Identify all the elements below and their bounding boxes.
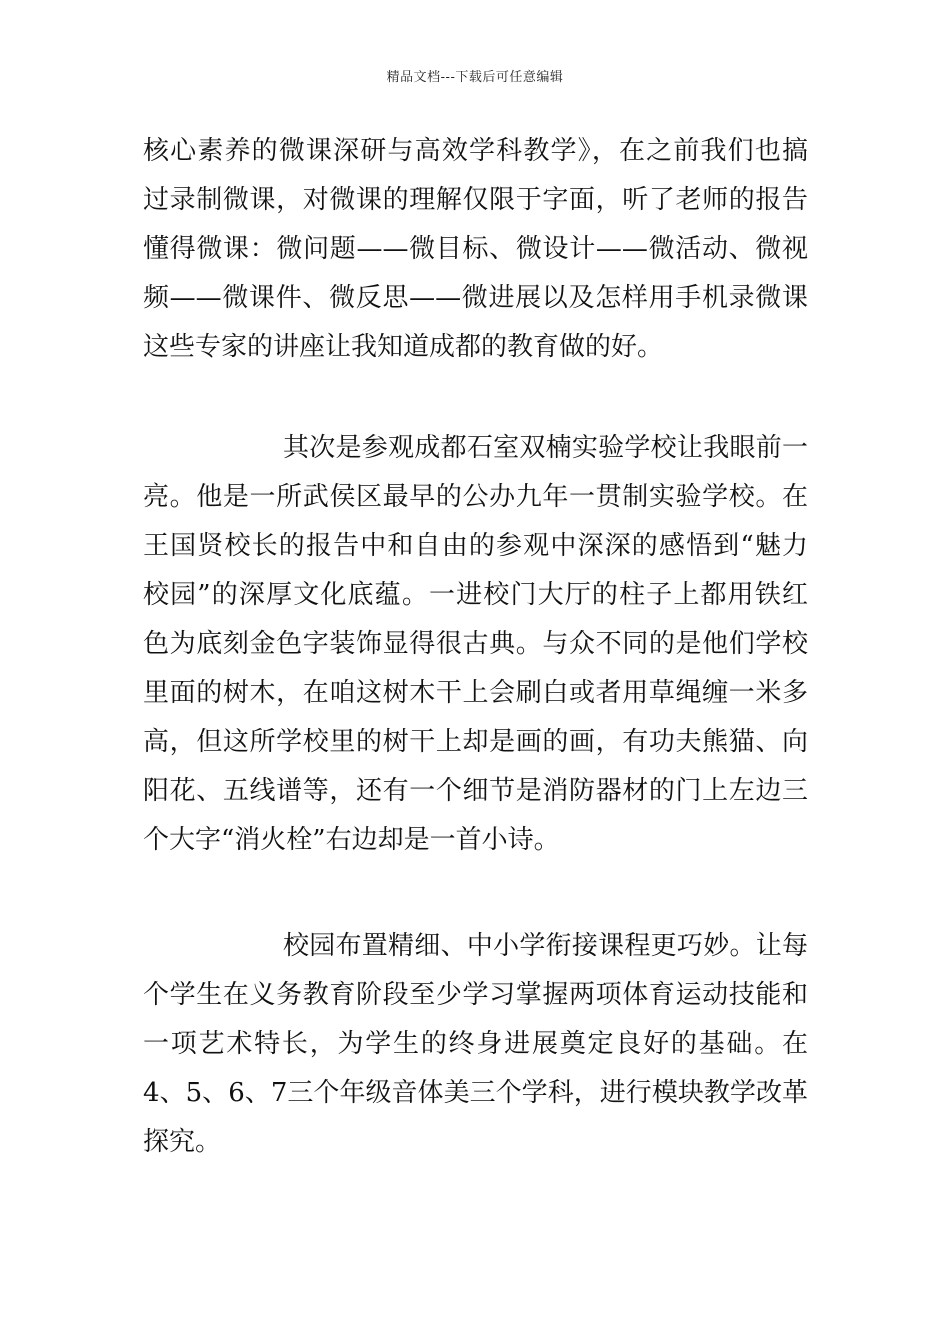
- text-line: 校园布置精细、中小学衔接课程更巧妙。让每: [283, 931, 808, 961]
- text-line: 亮。他是一所武侯区最早的公办九年一贯制实验学校。在: [143, 482, 808, 512]
- paragraph-3: [143, 922, 808, 1167]
- text-line: 个学生在义务教育阶段至少学习掌握两项体育运动技能和: [143, 980, 808, 1010]
- text-line: 高，但这所学校里的树干上却是画的画，有功夫熊猫、向: [143, 727, 808, 757]
- text-line: 过录制微课，对微课的理解仅限于字面，听了老师的报告: [143, 185, 808, 215]
- text-line: 懂得微课：微问题——微目标、微设计——微活动、微视: [143, 234, 808, 264]
- text-line: 这些专家的讲座让我知道成都的教育做的好。: [143, 332, 664, 362]
- page-header: 精品文档---下载后可任意编辑: [386, 70, 564, 85]
- text-line: 校园”的深厚文化底蕴。一进校门大厅的柱子上都用铁红: [143, 580, 808, 610]
- text-line: 核心素养的微课深研与高效学科教学》，在之前我们也搞: [143, 136, 808, 166]
- text-line: 个大字“消火栓”右边却是一首小诗。: [143, 825, 560, 855]
- text-line: 里面的树木，在咱这树木干上会刷白或者用草绳缠一米多: [143, 678, 808, 708]
- text-line: 4、5、6、7三个年级音体美三个学科，进行模块教学改革: [143, 1078, 808, 1108]
- text-line: 色为底刻金色字装饰显得很古典。与众不同的是他们学校: [143, 629, 808, 659]
- paragraph-1: [143, 127, 808, 372]
- text-line: 频——微课件、微反思——微进展以及怎样用手机录微课: [143, 283, 808, 313]
- paragraph-2: [143, 424, 808, 865]
- text-line: 王国贤校长的报告中和自由的参观中深深的感悟到“魅力: [143, 531, 808, 561]
- text-line: 阳花、五线谱等，还有一个细节是消防器材的门上左边三: [143, 776, 808, 806]
- text-line: 一项艺术特长，为学生的终身进展奠定良好的基础。在: [143, 1029, 808, 1059]
- text-line: 其次是参观成都石室双楠实验学校让我眼前一: [283, 433, 808, 463]
- text-line: 探究。: [143, 1127, 222, 1157]
